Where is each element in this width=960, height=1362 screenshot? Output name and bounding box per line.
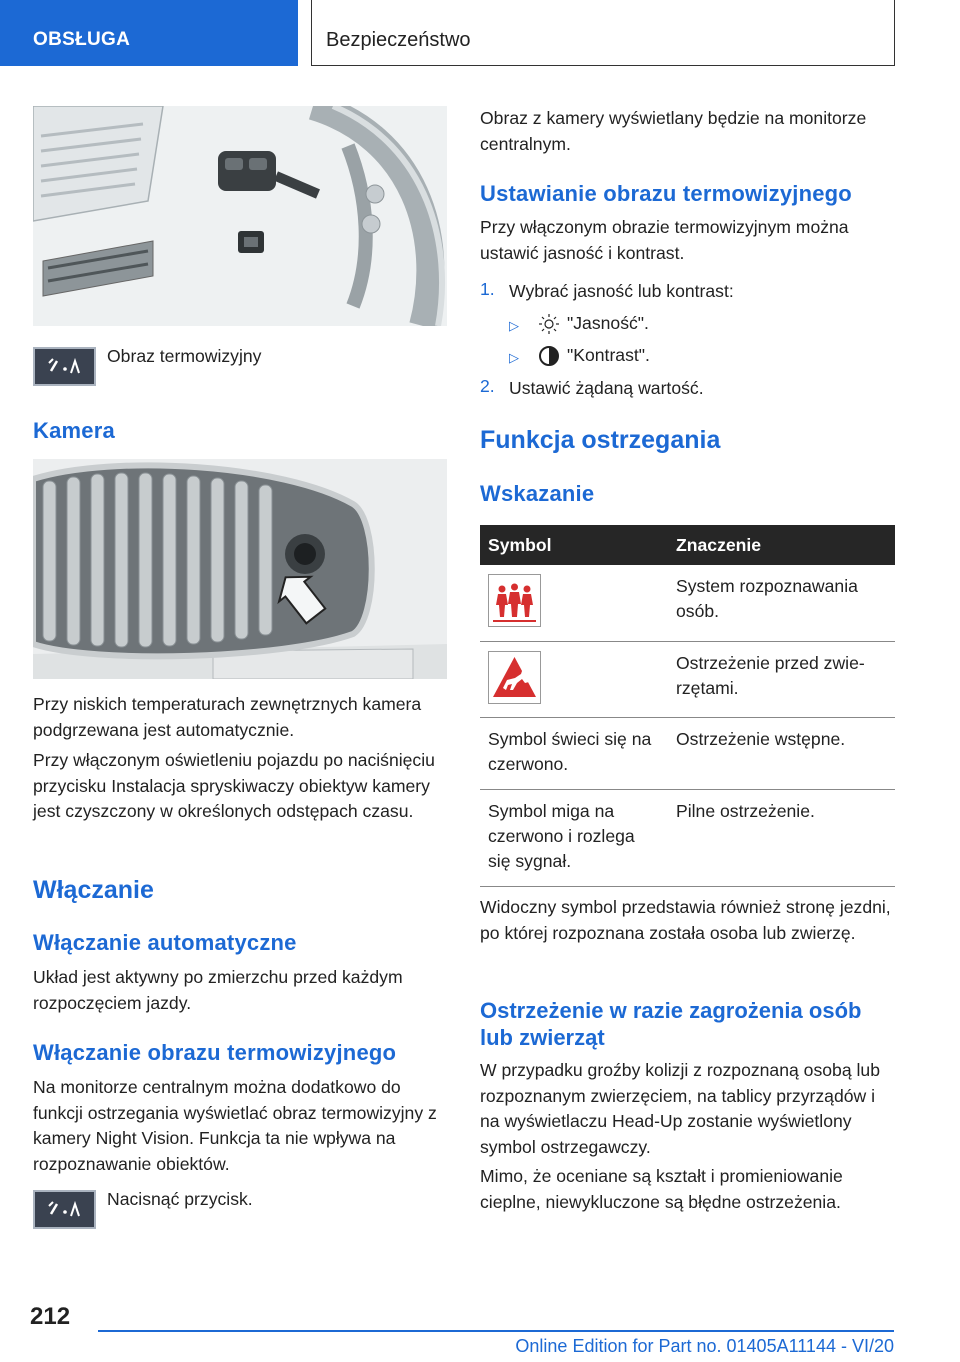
table-header-symbol: Symbol [480, 525, 668, 565]
section-tab[interactable] [0, 0, 298, 66]
night-vision-button-icon [33, 1190, 96, 1229]
person-warning-icon [488, 574, 541, 627]
table-cell-meaning: Ostrzeżenie przed zwierzętami. [668, 641, 895, 717]
step-1-number: 1. [480, 279, 495, 299]
table-row [480, 789, 895, 886]
heading-kamera: Kamera [33, 418, 115, 443]
table-cell-meaning: Pilne ostrzeżenie. [668, 789, 895, 886]
paragraph-ostrzezenie-1: W przypadku groźby kolizji z rozpoznaną osobą lub rozpoznanym zwierzęciem, na tablicy przyrządów i na wyświetlaczu Head-Up zostanie wyświetlony symbol ostrzegawczy. [480, 1060, 880, 1157]
paragraph-ostrzezenie-2: Mimo, że oceniane są kształt i promieniowanie cieplne, niewykluczone są błędne ostrzeżenia. [480, 1166, 843, 1212]
symbol-table [480, 525, 895, 887]
heading-wlaczanie-obrazu: Włączanie obrazu termowizyjnego [33, 1040, 397, 1065]
bullet-triangle-icon: ▷ [509, 318, 519, 333]
option-jasnosc: "Jasność". [567, 313, 649, 333]
paragraph-widoczny: Widoczny symbol przedstawia również stronę jezdni, po której rozpoznana została osoba lub zwierzę. [480, 897, 891, 943]
paragraph-kamera-1: Przy niskich temperaturach zewnętrznych kamera podgrzewana jest automatycznie. [33, 694, 422, 740]
button-caption: Nacisnąć przycisk. [107, 1189, 253, 1209]
night-vision-button-icon [33, 347, 96, 386]
heading-ostrzezenie: Ostrzeżenie w razie zagrożenia osób lub zwierząt [480, 998, 862, 1050]
heading-wskazanie: Wskazanie [480, 481, 595, 506]
table-cell-symbol: Symbol świeci się na czerwono. [480, 717, 668, 789]
chapter-label: Bezpieczeństwo [326, 29, 471, 51]
paragraph-kamera-2: Przy włączonym oświetleniu pojazdu po naciśnięciu przycisku Instalacja spryskiwaczy obiektyw kamery jest czyszczony w określonych odstępach czasu. [33, 750, 435, 821]
table-header-meaning: Znaczenie [668, 525, 895, 565]
dashboard-illustration [33, 106, 447, 326]
paragraph-ustawianie: Przy włączonym obrazie termowizyjnym można ustawić jasność i kontrast. [480, 217, 849, 263]
step-2-number: 2. [480, 376, 495, 396]
table-cell-symbol [480, 565, 668, 641]
paragraph-auto: Układ jest aktywny po zmierzchu przed każdym rozpoczęciem jazdy. [33, 967, 403, 1013]
table-cell-meaning: Ostrzeżenie wstępne. [668, 717, 895, 789]
page-number: 212 [30, 1303, 71, 1330]
section-label: OBSŁUGA [33, 29, 131, 50]
camera-grille-illustration [33, 459, 447, 679]
brightness-icon [537, 312, 561, 336]
table-cell-symbol [480, 641, 668, 717]
table-row [480, 641, 895, 717]
bullet-triangle-icon: ▷ [509, 350, 519, 365]
heading-wlaczanie-auto: Włączanie automatyczne [33, 930, 297, 955]
table-row [480, 717, 895, 789]
table-cell-symbol: Symbol miga na czerwono i rozlega się sygnał. [480, 789, 668, 886]
chapter-tab[interactable] [311, 0, 895, 66]
contrast-icon [537, 344, 561, 368]
heading-wlaczanie: Włączanie [33, 876, 154, 904]
img1-caption: Obraz termowizyjny [107, 346, 262, 366]
table-cell-meaning: System rozpoznawania osób. [668, 565, 895, 641]
step-1-text: Wybrać jasność lub kontrast: [509, 281, 734, 301]
animal-warning-icon [488, 651, 541, 704]
option-kontrast: "Kontrast". [567, 345, 650, 365]
heading-funkcja-ostrzegania: Funkcja ostrzegania [480, 426, 721, 454]
paragraph-intro: Obraz z kamery wyświetlany będzie na monitorze centralnym. [480, 108, 867, 154]
paragraph-obraz: Na monitorze centralnym można dodatkowo do funkcji ostrzegania wyświetlać obraz termowizyjny z kamery Night Vision. Funkcja ta nie wpływa na rozpoznawanie obiektów. [33, 1077, 437, 1174]
table-row [480, 565, 895, 641]
footer-divider [98, 1330, 894, 1332]
heading-ustawianie: Ustawianie obrazu termowizyjnego [480, 181, 852, 206]
footer-edition: Online Edition for Part no. 01405A11144 - VI/20 [515, 1336, 894, 1356]
step-2-text: Ustawić żądaną wartość. [509, 378, 704, 398]
table-header-row [480, 525, 895, 565]
